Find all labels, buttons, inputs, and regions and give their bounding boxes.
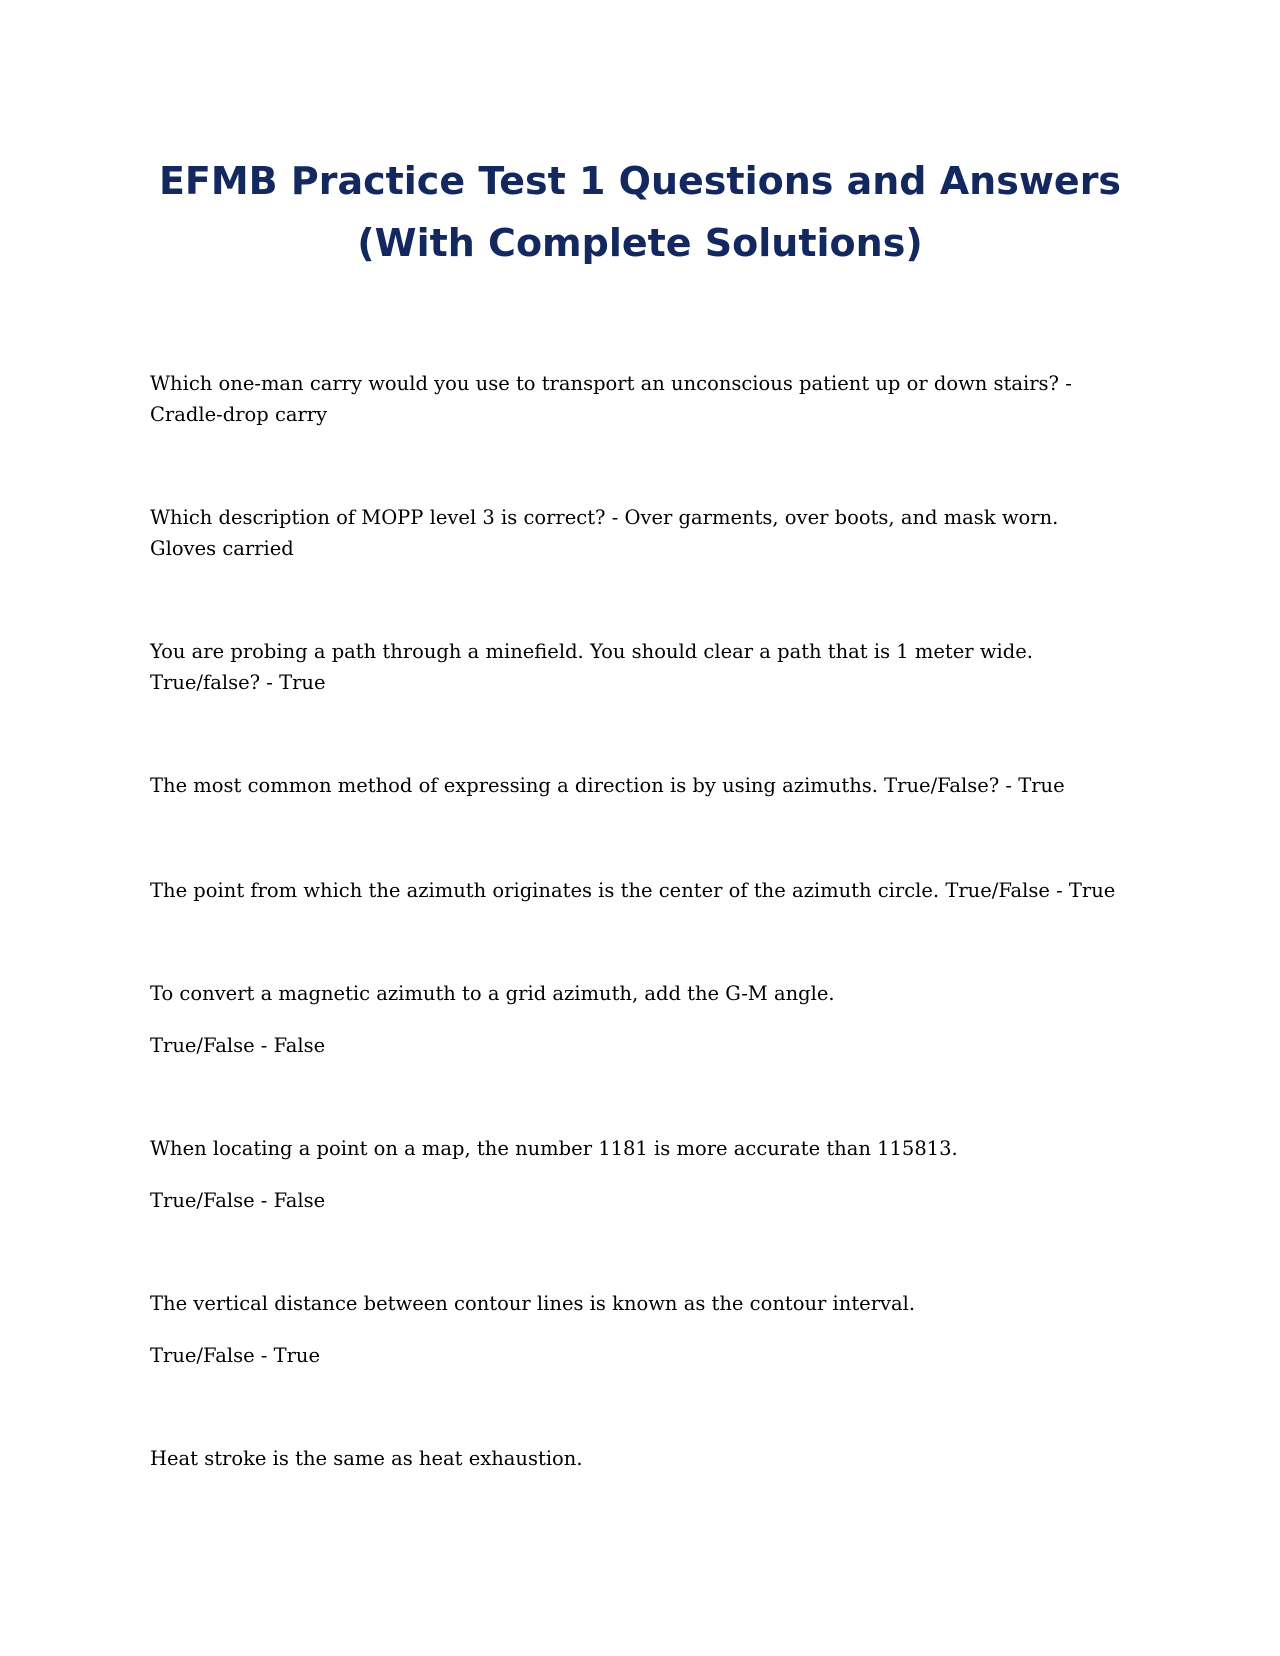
qa-text: The point from which the azimuth originates is the center of the azimuth circle. True/False - True <box>150 879 1116 902</box>
qa-question: The vertical distance between contour lines is known as the contour interval. <box>150 1292 916 1315</box>
qa-question: When locating a point on a map, the number 1181 is more accurate than 115813. <box>150 1137 958 1160</box>
qa-item-7 <box>150 1133 1130 1216</box>
qa-text: Which description of MOPP level 3 is correct? - Over garments, over boots, and mask worn. Gloves carried <box>150 506 1059 560</box>
title-line-2: (With Complete Solutions) <box>357 221 923 265</box>
qa-item-4 <box>150 770 1130 801</box>
qa-answer: True/False - False <box>150 1189 326 1212</box>
qa-question: Heat stroke is the same as heat exhaustion. <box>150 1447 583 1470</box>
qa-text: The most common method of expressing a direction is by using azimuths. True/False? - True <box>150 774 1065 797</box>
qa-item-3 <box>150 636 1130 698</box>
qa-item-9 <box>150 1443 1130 1474</box>
qa-item-5 <box>150 875 1130 906</box>
title-line-1: EFMB Practice Test 1 Questions and Answers <box>158 159 1122 203</box>
qa-answer: True/False - False <box>150 1034 326 1057</box>
qa-answer: True/False - True <box>150 1344 321 1367</box>
document-title <box>120 150 1160 274</box>
qa-text: You are probing a path through a minefield. You should clear a path that is 1 meter wide. True/false? - True <box>150 640 1033 694</box>
qa-item-8 <box>150 1288 1130 1371</box>
qa-item-2 <box>150 502 1130 564</box>
qa-item-6 <box>150 978 1130 1061</box>
qa-question: To convert a magnetic azimuth to a grid azimuth, add the G-M angle. <box>150 982 835 1005</box>
qa-item-1 <box>150 368 1130 430</box>
qa-text: Which one-man carry would you use to transport an unconscious patient up or down stairs? - Cradle-drop carry <box>150 372 1072 426</box>
